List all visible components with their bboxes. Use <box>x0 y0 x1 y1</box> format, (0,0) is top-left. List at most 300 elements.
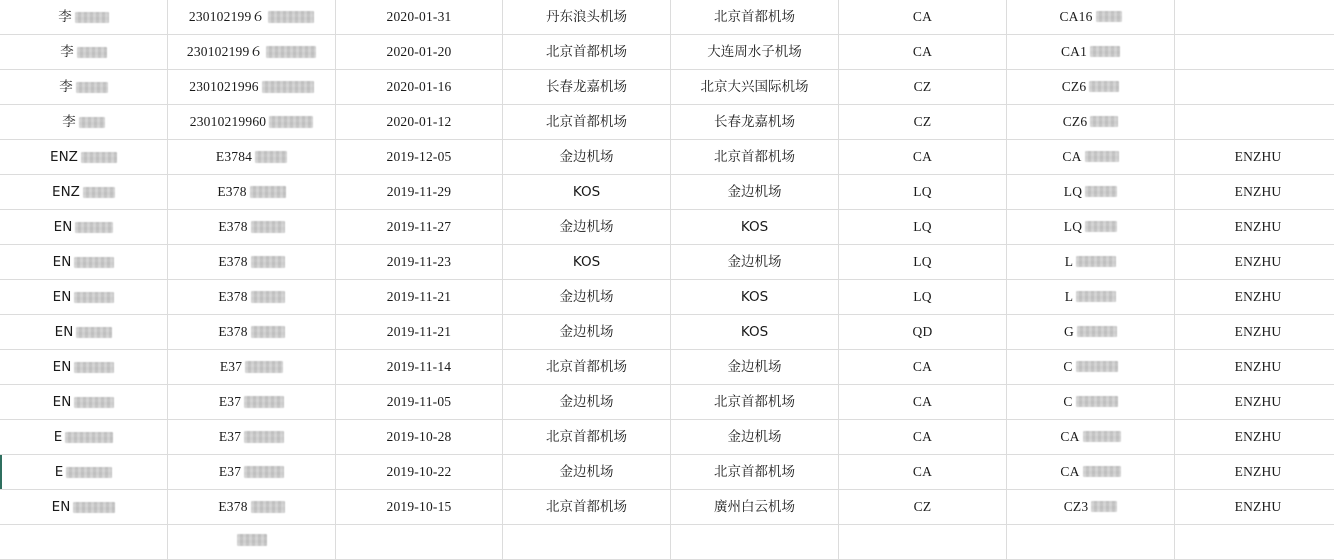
cell-arrival-airport[interactable] <box>671 280 839 315</box>
cell-flight-date[interactable] <box>336 70 503 105</box>
cell-flight-date-text: 2019-11-27 <box>387 220 452 234</box>
cell-airline-code[interactable] <box>839 245 1007 280</box>
cell-arrival-airport[interactable] <box>671 35 839 70</box>
cell-id-number-inner <box>217 185 285 199</box>
cell-flight-date[interactable] <box>336 385 503 420</box>
cell-remark[interactable] <box>1175 35 1334 70</box>
cell-id-number-text: E37 <box>219 430 241 444</box>
cell-arrival-airport-text: KOS <box>741 291 768 305</box>
cell-name[interactable] <box>0 70 168 105</box>
redacted-text-block <box>1091 501 1117 512</box>
redacted-text-block <box>251 256 285 268</box>
cell-flight-date-inner <box>387 430 452 444</box>
cell-arrival-airport[interactable] <box>671 245 839 280</box>
cell-flight-date[interactable] <box>336 35 503 70</box>
cell-departure-airport[interactable] <box>503 245 671 280</box>
cell-departure-airport-inner <box>546 116 627 130</box>
cell-arrival-airport[interactable] <box>671 175 839 210</box>
cell-flight-number-text: CA <box>1062 150 1081 164</box>
cell-name-text: EN <box>53 256 72 270</box>
cell-departure-airport[interactable] <box>503 315 671 350</box>
cell-airline-code-inner <box>913 395 932 409</box>
redacted-text-block <box>1083 431 1121 442</box>
cell-airline-code-inner <box>913 185 931 199</box>
cell-airline-code-text: CA <box>913 465 932 479</box>
cell-flight-number-inner <box>1064 185 1117 199</box>
cell-name[interactable] <box>0 385 168 420</box>
cell-departure-airport-text: 金边机场 <box>560 221 614 235</box>
cell-remark[interactable] <box>1175 140 1334 175</box>
cell-airline-code-inner <box>913 325 933 339</box>
cell-flight-number[interactable] <box>1007 105 1175 140</box>
cell-flight-date-text: 2019-11-23 <box>387 255 452 269</box>
cell-departure-airport[interactable] <box>503 210 671 245</box>
cell-name-text: EN <box>52 501 71 515</box>
cell-airline-code-text: CA <box>913 45 932 59</box>
cell-id-number[interactable] <box>168 70 336 105</box>
cell-flight-number[interactable] <box>1007 210 1175 245</box>
cell-name[interactable] <box>0 210 168 245</box>
cell-airline-code[interactable] <box>839 525 1007 560</box>
cell-flight-number[interactable] <box>1007 0 1175 35</box>
cell-departure-airport-inner <box>546 46 627 60</box>
cell-airline-code[interactable] <box>839 420 1007 455</box>
cell-arrival-airport-text: 大连周水子机场 <box>707 46 802 60</box>
cell-flight-date-text: 2020-01-31 <box>387 10 452 24</box>
cell-departure-airport-text: 金边机场 <box>560 466 614 480</box>
cell-flight-number[interactable] <box>1007 350 1175 385</box>
cell-flight-date[interactable] <box>336 420 503 455</box>
cell-flight-date-text: 2019-12-05 <box>387 150 452 164</box>
cell-id-number[interactable] <box>168 35 336 70</box>
cell-id-number[interactable] <box>168 385 336 420</box>
cell-remark[interactable] <box>1175 490 1334 525</box>
cell-airline-code-text: LQ <box>913 290 931 304</box>
redacted-text-block <box>83 187 115 198</box>
redacted-text-block <box>1083 466 1121 477</box>
cell-name-text: 李 <box>59 81 73 95</box>
cell-arrival-airport-inner <box>728 256 782 270</box>
cell-departure-airport-text: 金边机场 <box>560 396 614 410</box>
redacted-text-block <box>251 501 285 513</box>
table-row[interactable] <box>0 315 1334 350</box>
cell-airline-code[interactable] <box>839 210 1007 245</box>
redacted-text-block <box>1077 326 1117 337</box>
cell-arrival-airport[interactable] <box>671 385 839 420</box>
cell-flight-date[interactable] <box>336 105 503 140</box>
cell-id-number[interactable] <box>168 315 336 350</box>
cell-remark[interactable] <box>1175 245 1334 280</box>
table-row[interactable] <box>0 35 1334 70</box>
cell-id-number-inner <box>219 395 284 409</box>
cell-id-number-text: E37 <box>220 360 242 374</box>
cell-airline-code[interactable] <box>839 0 1007 35</box>
cell-id-number[interactable] <box>168 0 336 35</box>
cell-flight-number-inner <box>1062 80 1120 94</box>
cell-airline-code[interactable] <box>839 140 1007 175</box>
cell-flight-date[interactable] <box>336 455 503 490</box>
redacted-text-block <box>81 152 117 163</box>
cell-departure-airport[interactable] <box>503 455 671 490</box>
cell-remark-text: ENZHU <box>1235 185 1282 199</box>
cell-arrival-airport-text: 北京首都机场 <box>714 11 795 25</box>
table-row[interactable] <box>0 140 1334 175</box>
cell-flight-date-text: 2020-01-12 <box>387 115 452 129</box>
row-selection-marker <box>0 455 2 489</box>
cell-id-number-inner <box>189 10 314 24</box>
cell-flight-date[interactable] <box>336 525 503 560</box>
redacted-text-block <box>77 47 107 58</box>
cell-name-inner <box>59 81 108 95</box>
redacted-text-block <box>1076 256 1116 267</box>
cell-airline-code[interactable] <box>839 455 1007 490</box>
cell-arrival-airport[interactable] <box>671 210 839 245</box>
cell-flight-number-text: CZ6 <box>1062 80 1087 94</box>
cell-name-text: EN <box>55 326 74 340</box>
cell-id-number-text: E378 <box>218 220 247 234</box>
cell-remark[interactable] <box>1175 525 1334 560</box>
cell-flight-number-inner <box>1060 430 1120 444</box>
cell-departure-airport[interactable] <box>503 70 671 105</box>
redacted-text-block <box>74 292 114 303</box>
redacted-text-block <box>250 186 286 198</box>
cell-name[interactable] <box>0 175 168 210</box>
cell-flight-number-text: G <box>1064 325 1074 339</box>
cell-id-number-inner <box>219 465 284 479</box>
cell-airline-code[interactable] <box>839 70 1007 105</box>
cell-name[interactable] <box>0 245 168 280</box>
cell-remark[interactable] <box>1175 70 1334 105</box>
cell-arrival-airport-inner <box>714 11 795 25</box>
cell-flight-date-inner <box>387 10 452 24</box>
cell-departure-airport[interactable] <box>503 350 671 385</box>
cell-arrival-airport[interactable] <box>671 105 839 140</box>
cell-airline-code-text: LQ <box>913 255 931 269</box>
cell-flight-date-text: 2019-11-21 <box>387 325 452 339</box>
table-row[interactable] <box>0 0 1334 35</box>
cell-arrival-airport[interactable] <box>671 490 839 525</box>
cell-id-number-text: E378 <box>218 255 247 269</box>
redacted-text-block <box>75 222 113 233</box>
cell-arrival-airport[interactable] <box>671 140 839 175</box>
cell-flight-number-text: CA1 <box>1061 45 1087 59</box>
cell-flight-number[interactable] <box>1007 175 1175 210</box>
cell-arrival-airport-inner <box>701 81 809 95</box>
cell-airline-code[interactable] <box>839 280 1007 315</box>
cell-flight-date-inner <box>387 45 452 59</box>
cell-flight-number-text: CA <box>1060 430 1079 444</box>
cell-name[interactable] <box>0 455 168 490</box>
cell-remark[interactable] <box>1175 455 1334 490</box>
cell-airline-code-text: CA <box>913 10 932 24</box>
cell-flight-number[interactable] <box>1007 385 1175 420</box>
cell-id-number[interactable] <box>168 105 336 140</box>
cell-remark-text: ENZHU <box>1235 500 1282 514</box>
cell-departure-airport[interactable] <box>503 140 671 175</box>
cell-remark-text: ENZHU <box>1235 465 1282 479</box>
cell-flight-number-inner <box>1063 115 1119 129</box>
cell-remark-inner <box>1235 290 1282 304</box>
cell-departure-airport[interactable] <box>503 385 671 420</box>
cell-departure-airport[interactable] <box>503 175 671 210</box>
cell-departure-airport[interactable] <box>503 420 671 455</box>
cell-name-text: ENZ <box>52 186 80 200</box>
cell-id-number[interactable] <box>168 525 336 560</box>
cell-flight-date-inner <box>387 80 452 94</box>
cell-id-number[interactable] <box>168 350 336 385</box>
cell-flight-number[interactable] <box>1007 280 1175 315</box>
cell-remark-inner <box>1235 430 1282 444</box>
cell-departure-airport-text: KOS <box>573 256 600 270</box>
cell-flight-date[interactable] <box>336 245 503 280</box>
redacted-text-block <box>1090 116 1118 127</box>
cell-departure-airport-text: 金边机场 <box>560 151 614 165</box>
table-row[interactable] <box>0 455 1334 490</box>
table-row[interactable] <box>0 245 1334 280</box>
cell-flight-date[interactable] <box>336 280 503 315</box>
cell-flight-date[interactable] <box>336 350 503 385</box>
table-row[interactable] <box>0 175 1334 210</box>
cell-departure-airport[interactable] <box>503 490 671 525</box>
cell-flight-number[interactable] <box>1007 245 1175 280</box>
table-row[interactable] <box>0 280 1334 315</box>
cell-flight-number[interactable] <box>1007 35 1175 70</box>
redacted-text-block <box>268 11 314 23</box>
cell-name[interactable] <box>0 420 168 455</box>
cell-flight-date[interactable] <box>336 490 503 525</box>
cell-airline-code[interactable] <box>839 490 1007 525</box>
table-row[interactable] <box>0 490 1334 525</box>
cell-id-number-text: 230102199６ <box>189 10 265 24</box>
cell-remark[interactable] <box>1175 385 1334 420</box>
cell-flight-number[interactable] <box>1007 525 1175 560</box>
cell-id-number[interactable] <box>168 420 336 455</box>
cell-departure-airport[interactable] <box>503 105 671 140</box>
cell-remark[interactable] <box>1175 210 1334 245</box>
cell-id-number-inner <box>220 360 283 374</box>
cell-flight-number[interactable] <box>1007 420 1175 455</box>
cell-name-text: E <box>54 431 63 445</box>
cell-id-number-text: E378 <box>218 325 247 339</box>
cell-name-inner <box>54 431 114 445</box>
cell-departure-airport-inner <box>546 11 627 25</box>
cell-airline-code-text: CA <box>913 150 932 164</box>
cell-remark-inner <box>1235 360 1282 374</box>
cell-name-text: ENZ <box>50 151 78 165</box>
cell-flight-number[interactable] <box>1007 490 1175 525</box>
cell-name[interactable] <box>0 280 168 315</box>
cell-airline-code-inner <box>913 290 931 304</box>
cell-remark-inner <box>1235 500 1282 514</box>
table-row[interactable] <box>0 420 1334 455</box>
cell-flight-date-inner <box>387 185 452 199</box>
cell-departure-airport-text: 北京首都机场 <box>546 46 627 60</box>
cell-arrival-airport-text: 长春龙嘉机场 <box>714 116 795 130</box>
cell-airline-code[interactable] <box>839 175 1007 210</box>
cell-id-number[interactable] <box>168 455 336 490</box>
cell-airline-code[interactable] <box>839 385 1007 420</box>
cell-arrival-airport-inner <box>714 116 795 130</box>
cell-name[interactable] <box>0 105 168 140</box>
table-row[interactable] <box>0 350 1334 385</box>
cell-name-text: EN <box>53 291 72 305</box>
cell-airline-code-text: CZ <box>914 115 932 129</box>
cell-arrival-airport[interactable] <box>671 420 839 455</box>
redacted-text-block <box>74 397 114 408</box>
cell-name-inner <box>62 116 105 130</box>
cell-arrival-airport-inner <box>741 291 768 305</box>
cell-flight-number[interactable] <box>1007 70 1175 105</box>
cell-arrival-airport-text: 北京首都机场 <box>714 396 795 410</box>
cell-arrival-airport-text: KOS <box>741 221 768 235</box>
cell-departure-airport-text: 丹东浪头机场 <box>546 11 627 25</box>
cell-departure-airport[interactable] <box>503 0 671 35</box>
cell-arrival-airport-text: KOS <box>741 326 768 340</box>
cell-airline-code-inner <box>913 220 931 234</box>
cell-flight-date[interactable] <box>336 210 503 245</box>
cell-departure-airport-text: 北京首都机场 <box>546 431 627 445</box>
cell-departure-airport[interactable] <box>503 35 671 70</box>
cell-remark-text: ENZHU <box>1235 430 1282 444</box>
cell-airline-code-text: CA <box>913 430 932 444</box>
cell-departure-airport[interactable] <box>503 525 671 560</box>
cell-departure-airport-text: 北京首都机场 <box>546 501 627 515</box>
cell-flight-number-text: L <box>1065 255 1073 269</box>
cell-airline-code[interactable] <box>839 105 1007 140</box>
cell-flight-date-inner <box>387 220 452 234</box>
cell-flight-date[interactable] <box>336 175 503 210</box>
cell-name-inner <box>52 186 115 200</box>
table-row[interactable] <box>0 210 1334 245</box>
cell-name[interactable] <box>0 140 168 175</box>
cell-flight-number-text: CZ3 <box>1064 500 1089 514</box>
cell-flight-date[interactable] <box>336 315 503 350</box>
cell-arrival-airport[interactable] <box>671 525 839 560</box>
cell-id-number-text: E3784 <box>216 150 252 164</box>
cell-flight-number-inner <box>1063 360 1117 374</box>
cell-flight-number[interactable] <box>1007 315 1175 350</box>
cell-flight-date-inner <box>387 115 452 129</box>
cell-id-number-inner <box>218 220 284 234</box>
cell-flight-number-inner <box>1059 10 1121 24</box>
cell-remark-inner <box>1235 220 1282 234</box>
cell-arrival-airport[interactable] <box>671 455 839 490</box>
cell-remark-text: ENZHU <box>1235 395 1282 409</box>
cell-remark-inner <box>1235 185 1282 199</box>
cell-departure-airport-inner <box>560 326 614 340</box>
redacted-text-block <box>1090 46 1120 57</box>
cell-airline-code-inner <box>913 45 932 59</box>
cell-arrival-airport[interactable] <box>671 0 839 35</box>
cell-arrival-airport[interactable] <box>671 315 839 350</box>
redacted-text-block <box>73 502 115 513</box>
cell-remark[interactable] <box>1175 350 1334 385</box>
cell-departure-airport-text: 长春龙嘉机场 <box>546 81 627 95</box>
cell-name[interactable] <box>0 525 168 560</box>
cell-name[interactable] <box>0 35 168 70</box>
cell-flight-number-text: CA <box>1060 465 1079 479</box>
cell-id-number-text: 2301021996 <box>189 80 259 94</box>
cell-id-number[interactable] <box>168 280 336 315</box>
cell-id-number-inner <box>187 45 316 59</box>
cell-flight-number-text: C <box>1063 360 1072 374</box>
cell-airline-code-inner <box>913 465 932 479</box>
cell-arrival-airport-text: 金边机场 <box>728 186 782 200</box>
cell-name-text: 李 <box>58 11 72 25</box>
cell-flight-number[interactable] <box>1007 140 1175 175</box>
cell-remark-inner <box>1235 465 1282 479</box>
cell-remark[interactable] <box>1175 315 1334 350</box>
cell-arrival-airport[interactable] <box>671 350 839 385</box>
cell-flight-number[interactable] <box>1007 455 1175 490</box>
cell-departure-airport[interactable] <box>503 280 671 315</box>
cell-name[interactable] <box>0 315 168 350</box>
cell-arrival-airport-text: 廣州白云机场 <box>714 501 795 515</box>
cell-name-inner <box>58 11 109 25</box>
cell-flight-date[interactable] <box>336 0 503 35</box>
cell-flight-date[interactable] <box>336 140 503 175</box>
cell-airline-code-text: QD <box>913 325 933 339</box>
cell-airline-code-text: LQ <box>913 185 931 199</box>
cell-airline-code[interactable] <box>839 350 1007 385</box>
cell-airline-code[interactable] <box>839 35 1007 70</box>
cell-id-number[interactable] <box>168 175 336 210</box>
cell-remark[interactable] <box>1175 420 1334 455</box>
cell-airline-code[interactable] <box>839 315 1007 350</box>
cell-flight-date-text: 2019-11-29 <box>387 185 452 199</box>
cell-name-inner <box>54 221 114 235</box>
redacted-text-block <box>237 534 267 546</box>
cell-flight-date-text: 2020-01-20 <box>387 45 452 59</box>
cell-id-number[interactable] <box>168 490 336 525</box>
cell-arrival-airport[interactable] <box>671 70 839 105</box>
cell-airline-code-inner <box>914 80 932 94</box>
cell-flight-date-inner <box>387 255 452 269</box>
cell-remark-inner <box>1235 150 1282 164</box>
cell-departure-airport-inner <box>560 151 614 165</box>
cell-id-number-text: E37 <box>219 395 241 409</box>
redacted-text-block <box>74 257 114 268</box>
table-row[interactable] <box>0 385 1334 420</box>
cell-id-number-inner <box>218 255 284 269</box>
cell-id-number[interactable] <box>168 210 336 245</box>
cell-name[interactable] <box>0 490 168 525</box>
table-row[interactable] <box>0 525 1334 560</box>
cell-departure-airport-text: 金边机场 <box>560 326 614 340</box>
table-row[interactable] <box>0 70 1334 105</box>
cell-name[interactable] <box>0 350 168 385</box>
cell-airline-code-text: LQ <box>913 220 931 234</box>
redacted-text-block <box>65 432 113 443</box>
cell-airline-code-inner <box>914 500 932 514</box>
cell-remark[interactable] <box>1175 0 1334 35</box>
cell-flight-number-text: C <box>1063 395 1072 409</box>
cell-arrival-airport-text: 北京大兴国际机场 <box>701 81 809 95</box>
cell-id-number[interactable] <box>168 245 336 280</box>
cell-name[interactable] <box>0 0 168 35</box>
cell-id-number[interactable] <box>168 140 336 175</box>
cell-remark[interactable] <box>1175 280 1334 315</box>
redacted-text-block <box>269 116 313 128</box>
cell-name-inner <box>55 466 113 480</box>
cell-remark[interactable] <box>1175 105 1334 140</box>
cell-name-inner <box>53 256 115 270</box>
cell-flight-number-inner <box>1064 500 1118 514</box>
table-row[interactable] <box>0 105 1334 140</box>
cell-arrival-airport-text: 北京首都机场 <box>714 466 795 480</box>
cell-name-text: 李 <box>62 116 76 130</box>
cell-remark[interactable] <box>1175 175 1334 210</box>
